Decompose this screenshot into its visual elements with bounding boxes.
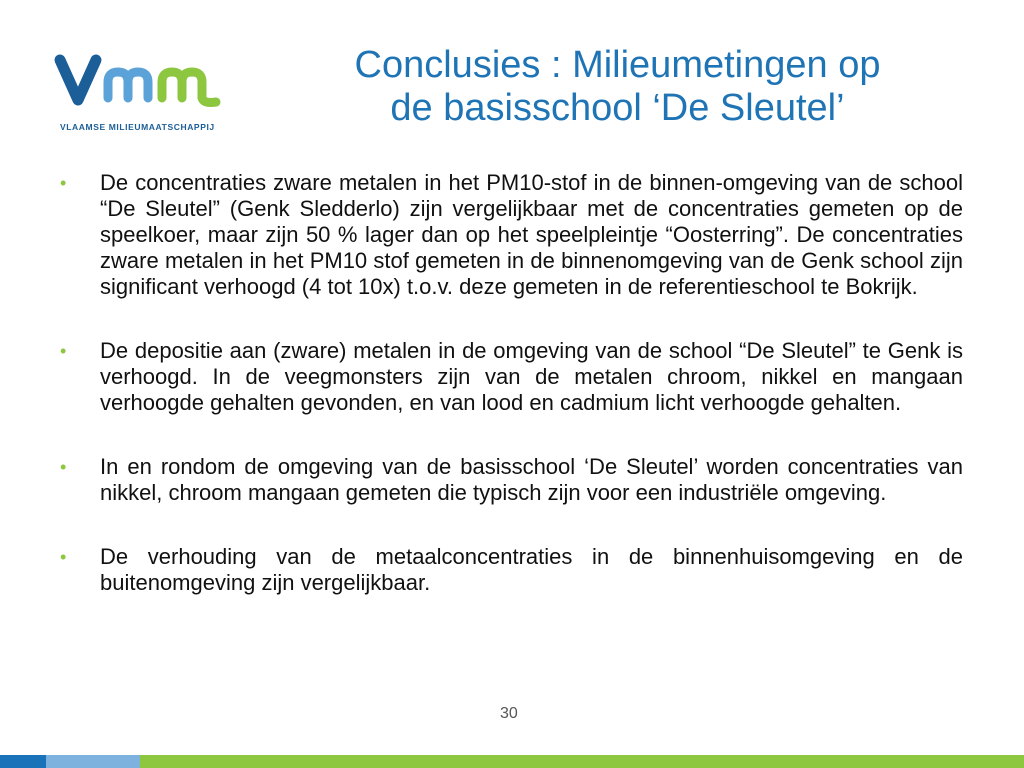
- footer-segment-blue: [0, 755, 46, 768]
- bullet-item: [58, 454, 963, 506]
- bullet-text: De depositie aan (zware) metalen in de omgeving van de school “De Sleutel” te Genk is verhoogd. In de veegmonsters zijn van de metalen chroom, nikkel en mangaan verhoogde gehalten gevonden, en van lood en cadmium licht verhoogde gehalten.: [100, 338, 963, 415]
- vmm-logo-icon: [52, 48, 232, 118]
- vmm-logo: [52, 48, 252, 138]
- slide-title: [285, 44, 950, 130]
- bullet-item: [58, 544, 963, 596]
- bullet-icon: •: [60, 173, 67, 193]
- footer-segment-green: [140, 755, 1024, 768]
- footer-bar: [0, 755, 1024, 768]
- bullet-item: [58, 338, 963, 416]
- bullet-icon: •: [60, 341, 67, 361]
- bullet-icon: •: [60, 547, 67, 567]
- bullet-text: In en rondom de omgeving van de basisschool ‘De Sleutel’ worden concentraties van nikkel, chroom mangaan gemeten die typisch zijn voor een industriële omgeving.: [100, 454, 963, 505]
- footer-segment-lightblue: [46, 755, 140, 768]
- title-line-2: de basisschool ‘De Sleutel’: [390, 87, 845, 129]
- bullet-item: [58, 170, 963, 300]
- bullet-list: [58, 170, 963, 634]
- logo-caption: VLAAMSE MILIEUMAATSCHAPPIJ: [60, 122, 215, 132]
- page-number: 30: [500, 705, 518, 722]
- bullet-text: De verhouding van de metaalconcentraties in de binnenhuisomgeving en de buitenomgeving zijn vergelijkbaar.: [100, 544, 963, 595]
- bullet-text: De concentraties zware metalen in het PM10-stof in de binnen-omgeving van de school “De Sleutel” (Genk Sledderlo) zijn vergelijkbaar met de concentraties gemeten op de speelkoer, maar zijn 50 % lager dan op het speelpleintje “Oosterring”. De concentraties zware metalen in het PM10 stof gemeten in de binnenomgeving van de Genk school zijn significant verhoogd (4 tot 10x) t.o.v. deze gemeten in de referentieschool te Bokrijk.: [100, 170, 963, 299]
- title-line-1: Conclusies : Milieumetingen op: [354, 44, 881, 86]
- bullet-icon: •: [60, 457, 67, 477]
